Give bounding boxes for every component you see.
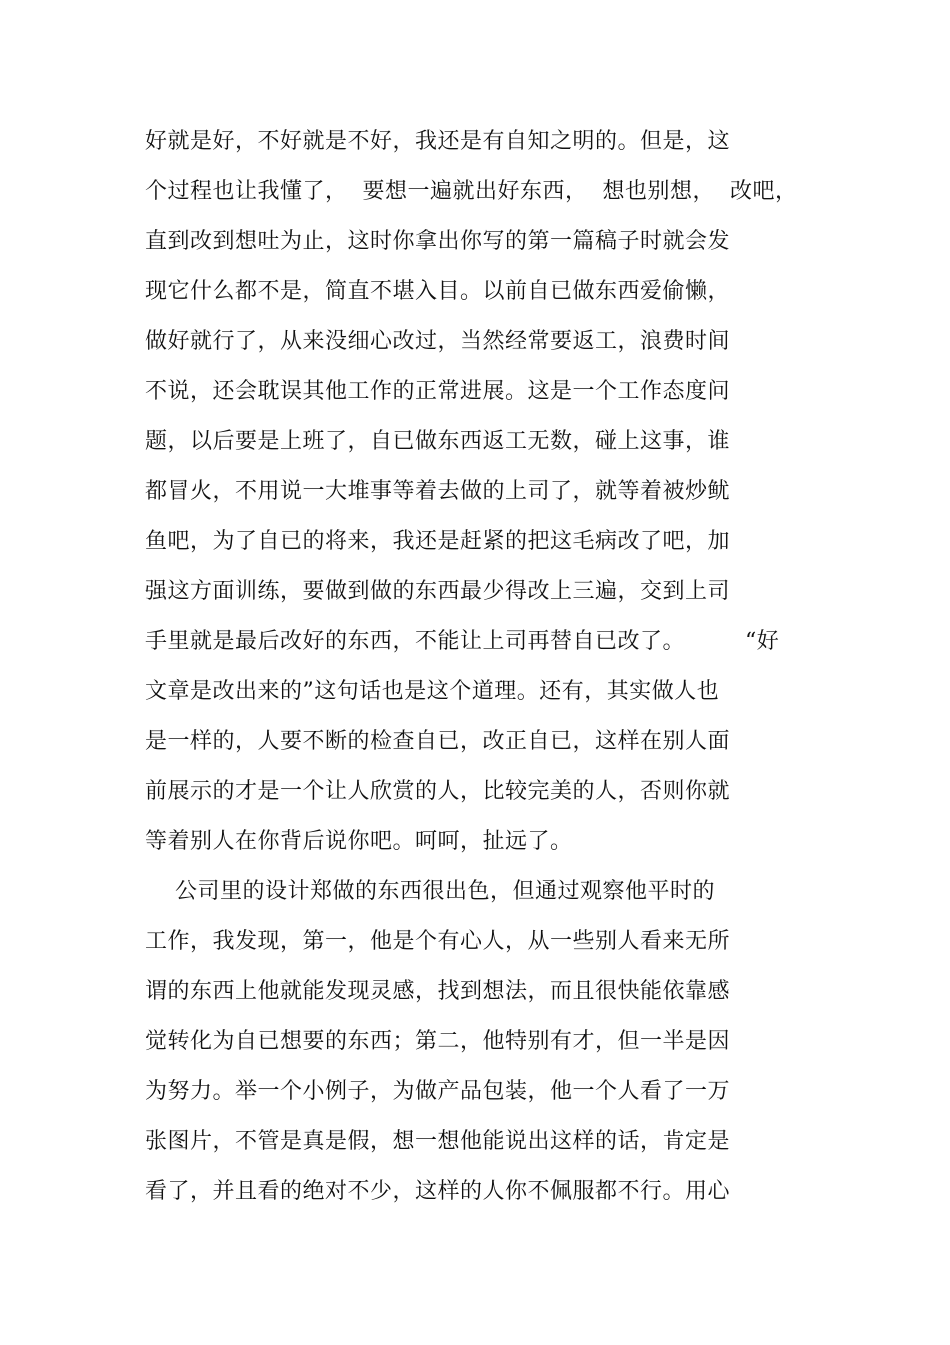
text-line: 好就是好，不好就是不好，我还是有自知之明的。但是，这 xyxy=(145,129,731,154)
text-line: 等着别人在你背后说你吧。呵呵，扯远了。 xyxy=(145,829,573,854)
text-line: 看了，并且看的绝对不少，这样的人你不佩服都不行。用心 xyxy=(145,1179,731,1204)
text-line: 做好就行了，从来没细心改过，当然经常要返工，浪费时间 xyxy=(145,329,731,354)
text-line: 为努力。举一个小例子，为做产品包装，他一个人看了一万 xyxy=(145,1079,731,1104)
text-line: 强这方面训练，要做到做的东西最少得改上三遍，交到上司 xyxy=(145,579,731,604)
text-line: 现它什么都不是，简直不堪入目。以前自已做东西爱偷懒， xyxy=(145,279,731,304)
text-line: 是一样的，人要不断的检查自已，改正自已，这样在别人面 xyxy=(145,729,731,754)
text-line: 张图片，不管是真是假，想一想他能说出这样的话，肯定是 xyxy=(145,1129,731,1154)
text-line: 个过程也让我懂了， 要想一遍就出好东西， 想也别想， 改吧， xyxy=(145,179,798,204)
text-line: 不说，还会耽误其他工作的正常进展。这是一个工作态度问 xyxy=(145,379,731,404)
text-line: 题，以后要是上班了，自已做东西返工无数，碰上这事，谁 xyxy=(145,429,731,454)
text-line: 公司里的设计郑做的东西很出色，但通过观察他平时的 xyxy=(145,879,715,904)
text-line: 工作，我发现，第一，他是个有心人，从一些别人看来无所 xyxy=(145,929,731,954)
text-line: 手里就是最后改好的东西，不能让上司再替自已改了。 “好 xyxy=(145,629,780,654)
text-line: 文章是改出来的”这句话也是这个道理。还有，其实做人也 xyxy=(145,679,720,704)
text-line: 觉转化为自已想要的东西；第二，他特别有才，但一半是因 xyxy=(145,1029,731,1054)
text-line: 都冒火，不用说一大堆事等着去做的上司了，就等着被炒鱿 xyxy=(145,479,731,504)
text-line: 谓的东西上他就能发现灵感，找到想法，而且很快能依靠感 xyxy=(145,979,731,1004)
text-line: 前展示的才是一个让人欣赏的人，比较完美的人，否则你就 xyxy=(145,779,731,804)
text-line: 鱼吧，为了自已的将来，我还是赶紧的把这毛病改了吧，加 xyxy=(145,529,731,554)
text-line: 直到改到想吐为止，这时你拿出你写的第一篇稿子时就会发 xyxy=(145,229,731,254)
